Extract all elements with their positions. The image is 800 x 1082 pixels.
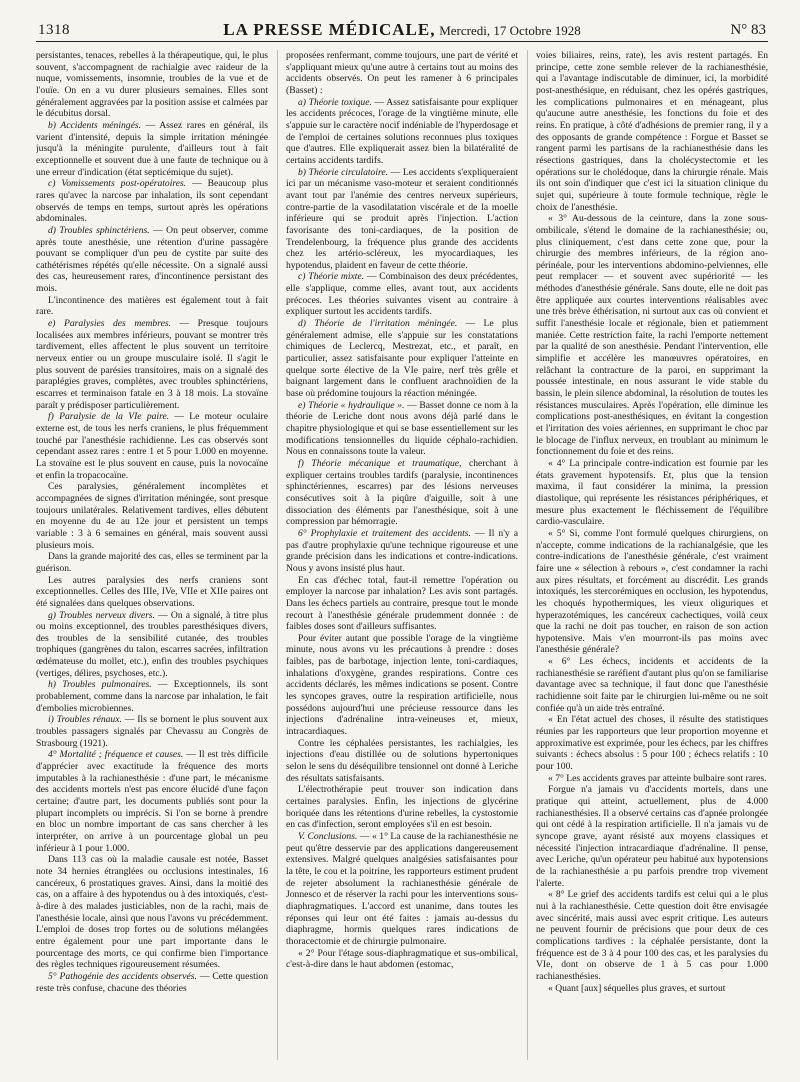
paragraph [286, 738, 518, 785]
paragraph [36, 854, 268, 971]
paragraph [286, 948, 518, 971]
paragraph-text: — Combinaison des deux précédentes, elle s'applique, comme elles, avant tout, aux accidents précoces. Les théories suivantes visent au contraire à expliquer surtout les accidents tardifs. [286, 271, 518, 318]
section-label: h) Troubles pulmonaires. [48, 679, 152, 691]
paragraph-text: — Cette question reste très confuse, chacune des théories [36, 970, 268, 994]
issue-number: N° 83 [730, 22, 766, 38]
paragraph-text: — Basset donne ce nom à la théorie de Leriche dont nous avons déjà parlé dans le chapitre physiologique et qui se base essentiellement sur les modifications tensionnelles du liquide céphalo-rachidien. Nous en connaissons toute la valeur. [286, 399, 518, 458]
paragraph-text: cherchant à expliquer certains troubles tardifs (paralysie, incontinences sphinctériennes, escarres) par des lésions nerveuses consécutives soit à la piqûre d'aiguille, soit à une dissociation des éléments par l'anesthésique, soit à une compression par hémorragie. [286, 457, 518, 528]
paragraph [286, 575, 518, 633]
section-label: f) Paralysie de la VIe paire. [48, 411, 170, 423]
paragraph-text: persistantes, tenaces, rebelles à la thérapeutique, qui, le plus souvent, s'accompagnent de rachialgie avec raideur de la nuque, vomissements, insomnie, troubles de la vue et de l'ouïe. On en a vu durer plusieurs semaines. Elles sont généralement aggravées par la position assise et calmées par le décubitus dorsal. [36, 50, 268, 120]
paragraph-text: Contre les céphalées persistantes, les rachialgies, les injections d'eau distillée ou de solutions hypertoniques selon le sens du déséquilibre tensionnel ont donné à Leriche des résultats satisfaisants. [286, 737, 518, 784]
paragraph-text: Les autres paralysies des nerfs craniens sont exceptionnelles. Celles des IIIe, IVe, VIIe et XIIe paires ont été signalées dans quelques observations. [36, 574, 268, 609]
paragraph-text: — Beaucoup plus rares qu'avec la narcose par inhalation, ils sont cependant observés de temps en temps, surtout après les opérations abdominales. [36, 178, 268, 225]
page-header [36, 20, 768, 42]
paragraph [286, 458, 518, 528]
paragraph [36, 50, 268, 120]
section-label: g) Troubles nerveux divers. [48, 609, 155, 621]
paragraph-text: L'électrothérapie peut trouver son indication dans certaines paralysies. Enfin, les injections de glycérine boriquée dans les rétentions d'urine rebelles, la cystostomie en cas d'infection, seront employées s'il en est besoin. [286, 784, 518, 831]
paragraph-text: — Exceptionnels, ils sont probablement, comme dans la narcose par inhalation, le fait d'embolies microbiennes. [36, 679, 268, 714]
issue-date: Mercredi, 17 Octobre 1928 [439, 23, 581, 38]
paragraph-text: — Assez satisfaisante pour expliquer les accidents précoces, l'orage de la vingtième minute, elle s'appuie sur le caractère nocif indéniable de l'hyperdosage et de l'emploi de certaines solutions reconnues plus toxiques que d'autres. Elle expliquerait assez bien la bilatéralité de certains accidents tardifs. [286, 96, 518, 166]
paragraph-text: « 8° Le grief des accidents tardifs est celui qui a le plus nui à la rachianesthésie. Cette question doit être envisagée avec sincérité, mais aussi avec esprit critique. Les auteurs ne peuvent fournir de précisions que pour deux de ces complications tardives : la céphalée persistante, dont la fréquence est de 3 à 4 pour 100 des cas, et les paralysies du VIe, dont on observe de 1 à 5 cas pour 1.000 rachianesthésies. [536, 889, 768, 982]
section-label: 6° Prophylaxie et traitement des accidents. [298, 527, 471, 539]
paragraph [536, 983, 768, 995]
section-label: V. Conclusions. [298, 830, 358, 842]
section-label: d) Troubles sphinctériens. [48, 224, 150, 236]
paragraph [536, 656, 768, 714]
paragraph-text: — Presque toujours localisées aux membres inférieurs, pouvant se montrer très tardivement, elles affectent le plus souvent un territoire nerveux entier ou un groupe musculaire isolé. Il s'agit le plus souvent de parésies transitoires, mais on a signalé des paraplégies graves, complètes, avec troubles sphinctériens, escarres et terminaison fatale en 3 à 18 mois. La stovaïne paraît y prédisposer particulièrement. [36, 318, 268, 411]
paragraph [36, 225, 268, 295]
paragraph [286, 167, 518, 272]
paragraph [536, 213, 768, 458]
paragraph [286, 633, 518, 738]
paragraph [36, 411, 268, 481]
section-label: b) Théorie circulatoire. [298, 166, 389, 178]
paragraph-text: « En l'état actuel des choses, il résulte des statistiques réunies par les rapporteurs que leur proportion moyenne et approximative est exprimée, pour les échecs, par les chiffres suivants : échecs absolus : 5 pour 100 ; échecs relatifs : 10 pour 100. [536, 714, 768, 773]
section-label: 4° Mortalité ; fréquence et causes. [48, 749, 184, 761]
journal-name: LA PRESSE MÉDICALE, [223, 20, 436, 39]
paragraph [536, 714, 768, 772]
paragraph-text: « 4° La principale contre-indication est fournie par les états gravement hypotensifs. Et, plus que la tension maxima, il faut considérer la minima, la pression diastolique, qui représente les résistances périphériques, et mesure plus exactement le fléchissement de l'équilibre cardio-vasculaire. [536, 457, 768, 528]
paragraph [286, 528, 518, 575]
paragraph-text: — On peut observer, comme après toute anesthésie, une rétention d'urine passagère pouvant se compliquer d'un peu de cystite par suite des cathétérismes répétés qu'elle nécessite. On a signalé aussi des cas, heureusement rares, d'incontinence persistant des mois. [36, 224, 268, 295]
paragraph [36, 575, 268, 610]
text-column-middle [286, 50, 518, 1070]
article-body [36, 50, 768, 1070]
paragraph [286, 97, 518, 167]
section-label: c) Vomissements post-opératoires. [48, 178, 187, 190]
section-label: d) Théorie de l'irritation méningée. [298, 318, 458, 330]
text-column-left [36, 50, 268, 1070]
paragraph [36, 714, 268, 749]
paragraph-text: Dans 113 cas où la maladie causale est notée, Basset note 34 hernies étranglées ou occlusions intestinales, 16 cancéreux, 6 prostatiques graves. Ainsi, dans la moitié des cas, on a affaire à des hypotendus ou à des intoxiqués, c'est-à-dire à des malades justiciables, non de la rachi, mais de l'anesthésie locale, ainsi que nous l'avons vu précédemment. L'emploi de doses trop fortes ou de solutions mélangées entre également pour une part importante dans le pourcentage des morts, ce qui confirme bien l'importance des règles techniques rigoureusement résumées. [36, 854, 268, 971]
paragraph-text: « 7° Les accidents graves par atteinte bulbaire sont rares. [548, 772, 767, 784]
paragraph-text: — Les accidents s'expliqueraient ici par un mécanisme vaso-moteur et seraient conditionnés avant tout par l'anémie des centres nerveux supérieurs, contre-partie de la vasodilatation viscérale et de la moelle inférieure qui se produit après l'injection. L'action favorisante des toni-cardiaques, de la position de Trendelenbourg, la fréquence plus grande des accidents chez les artério-scléreux, les myocardiaques, les hypotendus, plaident en faveur de cette théorie. [286, 166, 518, 271]
paragraph [536, 784, 768, 889]
paragraph-text: « 6° Les échecs, incidents et accidents de la rachianesthésie se raréfient d'autant plus qu'on se familiarise davantage avec sa technique, il faut donc que l'anesthésie rachidienne soit faite par le chirurgien lui-même ou ne soit confiée qu'à un aide très entraîné. [536, 656, 768, 714]
section-label: f) Théorie mécanique et traumatique, [298, 457, 462, 469]
paragraph [536, 528, 768, 656]
paragraph [36, 610, 268, 680]
paragraph [536, 50, 768, 213]
paragraph [36, 481, 268, 551]
section-label: c) Théorie mixte. [298, 271, 365, 283]
paragraph-text: — Il n'y a pas d'autre prophylaxie qu'une technique rigoureuse et une grande précision dans les indications et contre-indications. Nous y avons insisté plus haut. [286, 527, 518, 574]
paragraph [36, 749, 268, 854]
paragraph [36, 318, 268, 411]
paragraph-text: L'incontinence des matières est également tout à fait rare. [36, 294, 268, 318]
paragraph-text: En cas d'échec total, faut-il remettre l'opération ou employer la narcose par inhalation? Les avis sont partagés. Dans les échecs partiels au contraire, presque tout le monde recourt à l'anesthésie générale prudemment donnée : de faibles doses sont d'ailleurs suffisantes. [286, 574, 518, 633]
paragraph [286, 784, 518, 831]
section-label: 5° Pathogénie des accidents observés. [48, 970, 197, 982]
paragraph-text: « Quant [aux] séquelles plus graves, et surtout [548, 982, 726, 994]
paragraph [36, 120, 268, 178]
paragraph-text: « 3° Au-dessous de la ceinture, dans la zone sous-ombilicale, s'étend le domaine de la rachianesthésie; ou, plus cliniquement, c'est dans cette zone que, pour la chirurgie des membres inférieurs, de la région ano-périnéale, pour les interventions abdomino-pelviennes, elle peut remplacer — et souvent avec supériorité — les méthodes d'anesthésie générale. Sans doute, elle ne doit pas être appliquée aux courtes interventions réalisables avec une très brève éthérisation, ni surtout aux cas où convient et suffit l'anesthésie locale et régionale, bien et patiemment maniée. Cette restriction faite, la rachi l'emporte nettement par la qualité de son anesthésie. Pendant l'intervention, elle simplifie et accélère les manœuvres opératoires, en relâchant la contracture de la paroi, en supprimant la poussée intestinale, en nous assurant le vide stable du bassin, le plein silence abdominal, la résolution de toutes les résistances musculaires. Après l'opération, elle diminue les complications post-anesthésiques, en évitant la congestion et l'irritation des voies aériennes, en supprimant le choc par le blocage de l'influx nerveux, en troublant au minimum le fonctionnement du foie et des reins. [536, 213, 768, 458]
paragraph-text: « 5° Si, comme l'ont formulé quelques chirurgiens, on n'accepte, comme indications de la rachianalgésie, que les contre-indications de l'anesthésie générale, c'est vraiment faire une « sélection à rebours », c'est condamner la rachi aux pires résultats, et forcément au discrédit. Les grands intoxiqués, les stercorémiques en occlusion, les hypotendus, les choqués hypothermiques, les vieux oliguriques et hyperazotémiques, les cancéreux cachectiques, voilà ceux que la rachi ne doit pas toucher, en raison de son action hypotensive. Mais v'en mourront-ils pas moins avec l'anesthésie générale? [536, 527, 768, 656]
paragraph [36, 551, 268, 574]
page-number: 1318 [38, 22, 70, 38]
paragraph [286, 271, 518, 318]
text-column-right [536, 50, 768, 1070]
paragraph-text: Ces paralysies, généralement incomplètes et accompagnées de signes d'irritation méningée, sont presque toujours unilatérales. Relativement tardives, elles débutent en moyenne du 4e au 12e jour et persistent un temps variable : 3 à 6 semaines en général, mais souvent aussi plusieurs mois. [36, 481, 268, 551]
paragraph-text: — Il est très difficile d'apprécier avec exactitude la fréquence des morts imputables à la rachianesthésie : d'une part, le mécanisme des accidents mortels n'est pas encore élucidé d'une façon certaine; d'autre part, les documents publiés sont pour la plupart incomplets ou imprécis. Si l'on se borne à prendre en bloc un nombre important de cas sans chercher à les interpréter, on arrive à un pourcentage global un peu inférieur à 1 pour 1.000. [36, 749, 268, 854]
paragraph-text: proposées renfermant, comme toujours, une part de vérité et s'appliquant mieux qu'une autre à certains tout au moins des accidents observés. On peut les ramener à 6 principales (Basset) : [286, 50, 518, 96]
paragraph-text: — Assez rares en général, ils varient d'intensité, depuis la simple irritation méningée jusqu'à la méningite purulente, d'ailleurs tout à fait exceptionnelle et souvent due à une faute de technique ou à une erreur d'indication (état septicémique du sujet). [36, 119, 268, 178]
paragraph [36, 178, 268, 225]
paragraph-text: Dans la grande majorité des cas, elles se terminent par la guérison. [36, 551, 268, 574]
running-title [36, 20, 768, 40]
paragraph-text: — Le moteur oculaire externe est, de tous les nerfs craniens, le plus fréquemment touché par l'anesthésie rachidienne. Les cas observés sont cependant assez rares : entre 1 et 5 pour 1.000 en moyenne. La stovaïne est le plus souvent en cause, puis la novocaïne et enfin la tropacocaïne. [36, 411, 268, 481]
paragraph [36, 971, 268, 994]
paragraph [36, 679, 268, 714]
paragraph [286, 400, 518, 458]
paragraph [36, 295, 268, 318]
paragraph-text: — On a signalé, à titre plus ou moins exceptionnel, des troubles paresthésiques divers, des troubles de la sensibilité cutanée, des troubles trophiques (gangrènes du talon, escarres sacrées, infiltration œdémateuse du mollet, etc.), enfin des troubles psychiques (vertiges, délires, psychoses, etc.). [36, 609, 268, 679]
paragraph [536, 773, 768, 785]
paragraph-text: — Ils se bornent le plus souvent aux troubles passagers signalés par Chevassu au Congrès de Strasbourg (1921). [36, 714, 268, 749]
paragraph [536, 889, 768, 982]
paragraph-text: — « 1° La cause de la rachianesthésie ne peut qu'être desservie par des applications dangereusement extensives. Malgré quelques analgésies satisfaisantes pour la tête, le cou et la poitrine, les rapporteurs estiment prudent de rejeter absolument la rachianesthésie générale de Jonnesco et de réserver la rachi pour les interventions sous-diaphragmatiques. L'accord est unanime, dans toutes les réponses qui leur ont été faites : jamais au-dessus du diaphragme, hormis quelques rares indications de thoracectomie et de chirurgie pulmonaire. [286, 830, 518, 947]
paragraph-text: « 2° Pour l'étage sous-diaphragmatique et sus-ombilical, c'est-à-dire dans le haut abdomen (estomac, [286, 947, 518, 971]
section-label: b) Accidents méningés. [48, 119, 141, 131]
paragraph [286, 831, 518, 948]
section-label: e) Paralysies des membres. [48, 318, 171, 330]
paragraph-text: Forgue n'a jamais vu d'accidents mortels, dans une pratique qui atteint, actuellement, plus de 4.000 rachianesthésies. Il a observé certains cas d'apnée prolongée qui ont cédé à la respiration artificielle. Il n'a jamais vu de syncope grave, ayant résisté aux moyens classiques et nécessité l'injection intracardiaque d'adrénaline. Il pense, avec Leriche, qu'un opérateur peu habitué aux hypotensions de la rachianesthésie a pu parfois prendre trop vivement l'alerte. [536, 784, 768, 889]
paragraph [536, 458, 768, 528]
paragraph-text: Pour éviter autant que possible l'orage de la vingtième minute, nous avons vu les précautions à prendre : doses faibles, pas de barbotage, injection lente, toni-cardiaques, inhalations d'oxygène, grandes respirations. Contre ces accidents déclarés, les mêmes indications se posent. Contre les syncopes graves, outre la respiration artificielle, nous possédons aujourd'hui une précieuse ressource dans les injections d'adrénaline intra-veineuses et, mieux, intracardiaques. [286, 632, 518, 738]
section-label: a) Théorie toxique. [298, 96, 372, 108]
section-label: i) Troubles rénaux. [48, 714, 122, 726]
section-label: e) Théorie « hydraulique ». [298, 399, 405, 411]
paragraph-text: voies biliaires, reins, rate), les avis restent partagés. En principe, cette zone semble relever de la rachianesthésie, qui a l'avantage indiscutable de diminuer, ici, la morbidité post-anesthésique, en réduisant, chez les opérés gastriques, les complications pulmonaires et en ménageant, plus qu'aucune autre anesthésie, les fonctions du foie et des reins. En pratique, à côté d'adhésions de premier rang, il y a des opposants de grande compétence : Forgue et Basset se rangent parmi les partisans de la rachianesthésie dans les résections gastriques, dans la cholécystectomie et les opérations sur le cholédoque, dans la chirurgie rénale. Mais ils ont soin d'indiquer que c'est ici la situation clinique du sujet qui, supérieure à toute formule technique, règle le choix de l'anesthésie. [536, 50, 768, 213]
paragraph-text: — Le plus généralement admise, elle s'appuie sur les constatations chimiques de Leclercq, Mestrezat, etc., et paraît, en particulier, assez satisfaisante pour expliquer l'atteinte en quelque sorte élective de la VIe paire, nerf très grêle et baignant largement dans le confluent arachnoïdien de la base où prédomine toujours la réaction méningée. [286, 318, 518, 400]
paragraph [286, 50, 518, 97]
paragraph [286, 318, 518, 400]
